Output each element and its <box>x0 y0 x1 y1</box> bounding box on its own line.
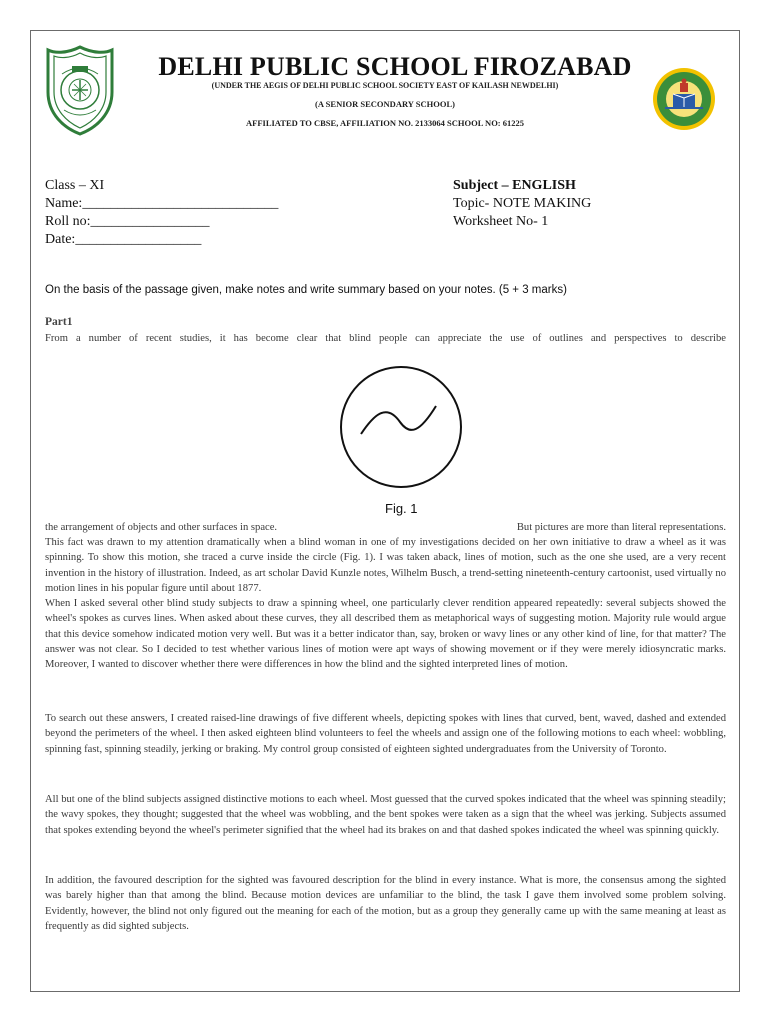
passage-first-line: From a number of recent studies, it has become clear that blind people can appreciate the use of outlines and perspectives to describe <box>45 333 726 344</box>
aegis-line: (UNDER THE AEGIS OF DELHI PUBLIC SCHOOL SOCIETY EAST OF KAILASH NEWDELHI) <box>211 81 559 90</box>
school-name: DELHI PUBLIC SCHOOL FIROZABAD <box>158 52 632 81</box>
paragraph-2-text: When I asked several other blind study subjects to draw a spinning wheel, one particularly clever rendition appeared repeatedly: several subjects showed the wheel's spokes as curves lines. When asked about these curves, they all described them as metaphorical ways of suggesting motion. Majority rule would argue that this device somehow indicated motion very well. But was it a better indicator than, say, broken or wavy lines or any other kind of line, for that matter? The answer was not clear. So I decided to test whether various lines of motion were apt ways of showing movement or if they were merely idiosyncratic marks. Moreover, I wanted to discover whether there were differences in how the blind and the sighted interpreted lines of motion. <box>45 598 726 671</box>
passage-split-right: But pictures are more than literal representations. <box>516 522 726 533</box>
figure-caption: Fig. 1 <box>385 501 418 516</box>
passage-paragraph-5: In addition, the favoured description for the sighted was favoured description for the blind in every instance. What is more, the consensus among the sighted was barely higher than that among the blind. Because motion devices are unfamiliar to the blind, the task I gave them involved some problem solving. Evidently, however, the blind not only figured out the meaning for each of the motion, but as a group they generally came up with the same meaning at least as frequently as did sighted subjects. <box>45 875 726 932</box>
worksheet-number: Worksheet No- 1 <box>453 214 549 229</box>
student-info <box>45 177 278 249</box>
class-label: Class – XI <box>45 178 105 193</box>
passage-split-left: the arrangement of objects and other surfaces in space. <box>45 522 278 533</box>
passage-paragraph-1 <box>45 535 726 673</box>
worksheet-info <box>453 177 591 231</box>
school-type: (A SENIOR SECONDARY SCHOOL) <box>315 99 455 109</box>
roll-field: Roll no:_________________ <box>45 214 210 229</box>
part-heading: Part1 <box>45 316 73 328</box>
instruction: On the basis of the passage given, make notes and write summary based on your notes. (5 + 3 marks) <box>45 284 567 296</box>
paragraph-1-text: This fact was drawn to my attention dramatically when a blind woman in one of my investigations decided on her own initiative to draw a wheel as it was spinning. To show this motion, she traced a curve inside the circle (Fig. 1). I was taken aback, lines of motion, such as the one she used, are a very recent invention in the history of illustration. Indeed, as art scholar David Kunzle notes, Wilhelm Busch, a trend-setting nineteenth-century cartoonist, used virtually no motion lines in his popular figure until about 1877. <box>45 537 726 594</box>
passage-paragraph-4: All but one of the blind subjects assigned distinctive motions to each wheel. Most guessed that the curved spokes indicated that the wheel was spinning steadily; the wavy spokes, they thought; suggested that the wheel was wobbling, and the bent spokes were taken as a sign that the wheel was jerking. Subjects assumed that spokes extending beyond the wheel's perimeter signified that the wheel had its brakes on and that dashed spokes indicated the wheel was spinning quickly. <box>45 794 726 836</box>
subject-label: Subject – ENGLISH <box>453 178 576 193</box>
date-field: Date:__________________ <box>45 232 202 247</box>
figure-1 <box>338 364 464 490</box>
topic-label: Topic- NOTE MAKING <box>453 196 592 211</box>
name-field: Name:____________________________ <box>45 196 279 211</box>
affiliation-line: AFFILIATED TO CBSE, AFFILIATION NO. 2133064 SCHOOL NO: 61225 <box>245 118 525 128</box>
passage-paragraph-3: To search out these answers, I created raised-line drawings of five different wheels, depicting spokes with lines that curved, bent, waved, dashed and extended beyond the perimeters of the wheel. I then asked eighteen blind volunteers to feel the wheels and assign one of the following motions to each wheel: wobbling, spinning fast, spinning steadily, jerking or braking. My control group consisted of eighteen sighted undergraduates from the University of Toronto. <box>45 713 726 755</box>
